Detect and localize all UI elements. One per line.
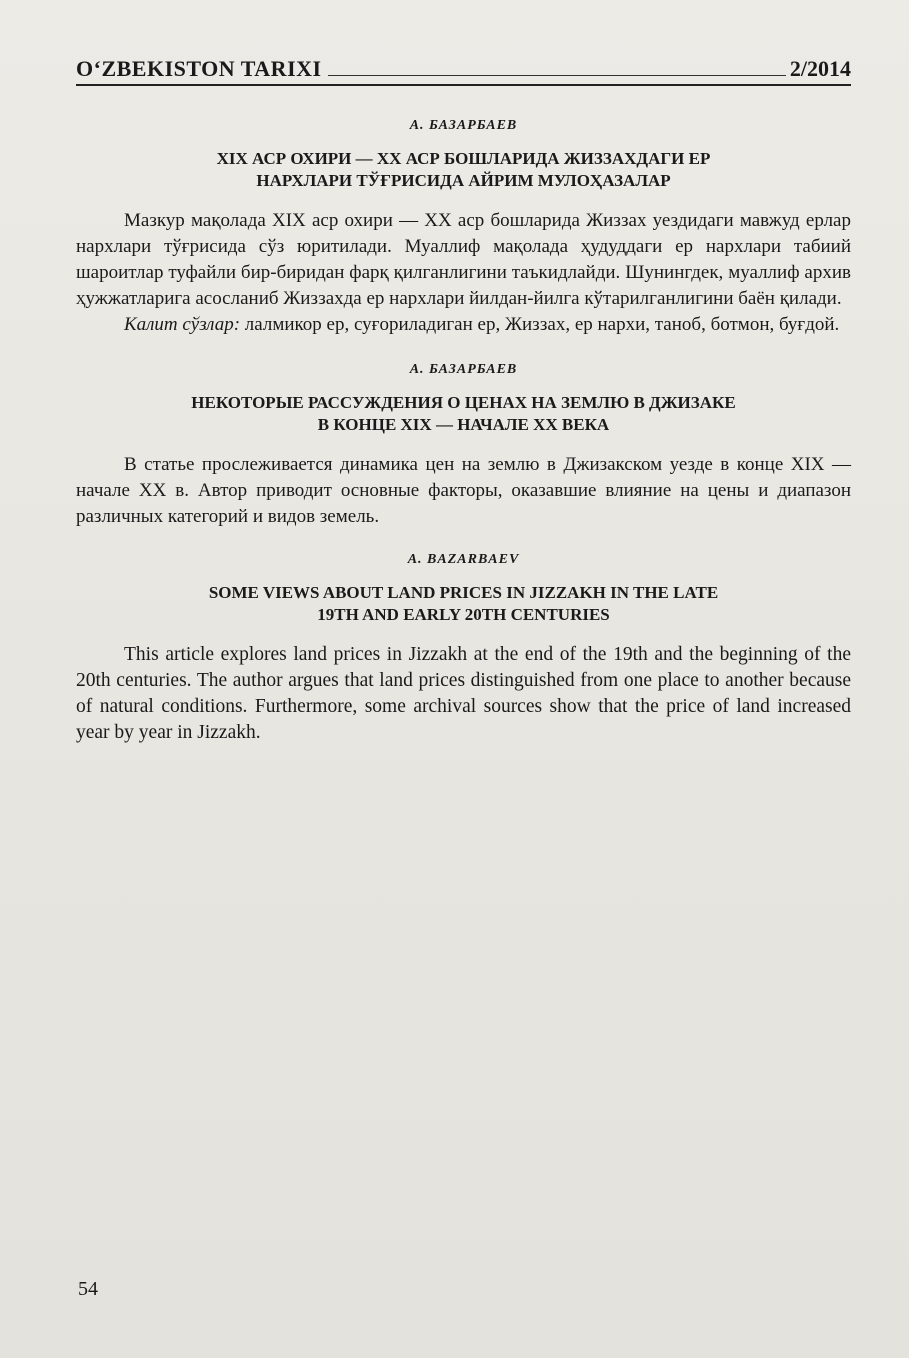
author-name: А. БАЗАРБАЕВ [409,362,518,377]
article-title [76,148,851,192]
issue-number: 2/2014 [789,56,851,81]
keywords-list: лалмикор ер, суғориладиган ер, Жиззах, ер нархи, таноб, ботмон, буғдой. [244,314,840,335]
author-name: A. BAZARBAEV [407,552,520,567]
journal-title: O‘ZBEKISTON TARIXI [76,56,322,81]
article-summary-english [76,552,851,746]
article-title-line-1: НЕКОТОРЫЕ РАССУЖДЕНИЯ О ЦЕНАХ НА ЗЕМЛЮ В ДЖИЗАКЕ [191,393,736,412]
keywords-label: Калит сўзлар: [124,314,241,335]
running-header [76,52,851,86]
author-name: А. БАЗАРБАЕВ [409,118,518,133]
article-title-line-2: В КОНЦЕ XIX — НАЧАЛЕ XX ВЕКА [317,415,610,434]
article-title-line-2: 19TH AND EARLY 20TH CENTURIES [317,605,610,624]
header-rule [328,75,786,76]
article-title-line-1: SOME VIEWS ABOUT LAND PRICES IN JIZZAKH IN THE LATE [208,583,719,602]
article-title [76,392,851,436]
article-title [76,582,851,626]
abstract-text: Мазкур мақолада XIX аср охири — XX аср бошларида Жиззах уездидаги мавжуд ерлар нархлари тўғрисида сўз юритилади. Муаллиф мақолада ҳудуддаги ер нархлари табиий шароитлар туфайли бир-биридан фарқ қилганлигини таъкидлайди. Шунингдек, муаллиф архив ҳужжатларига асосланиб Жиззахда ер нархлари йилдан-йилга кўтарилганлигини баён қилади. [76,210,851,309]
article-title-line-1: XIX АСР ОХИРИ — XX АСР БОШЛАРИДА ЖИЗЗАХДАГИ ЕР [216,149,711,168]
abstract-text: В статье прослеживается динамика цен на землю в Джизакском уезде в конце XIX — начале XX в. Автор приводит основные факторы, оказавшие влияние на цены и диапазон различных категорий и видов земель. [76,454,851,527]
abstract-text: This article explores land prices in Jizzakh at the end of the 19th and the beginning of the 20th centuries. The author argues that land prices distinguished from one place to another because of natural conditions. Furthermore, some archival sources show that the price of land increased year by year in Jizzakh. [76,644,851,743]
page-content [76,118,851,746]
page-number: 54 [78,1278,98,1300]
article-summary-uzbek [76,118,851,338]
article-title-line-2: НАРХЛАРИ ТЎҒРИСИДА АЙРИМ МУЛОҲАЗАЛАР [256,171,671,190]
article-summary-russian [76,362,851,530]
keywords [76,312,851,338]
